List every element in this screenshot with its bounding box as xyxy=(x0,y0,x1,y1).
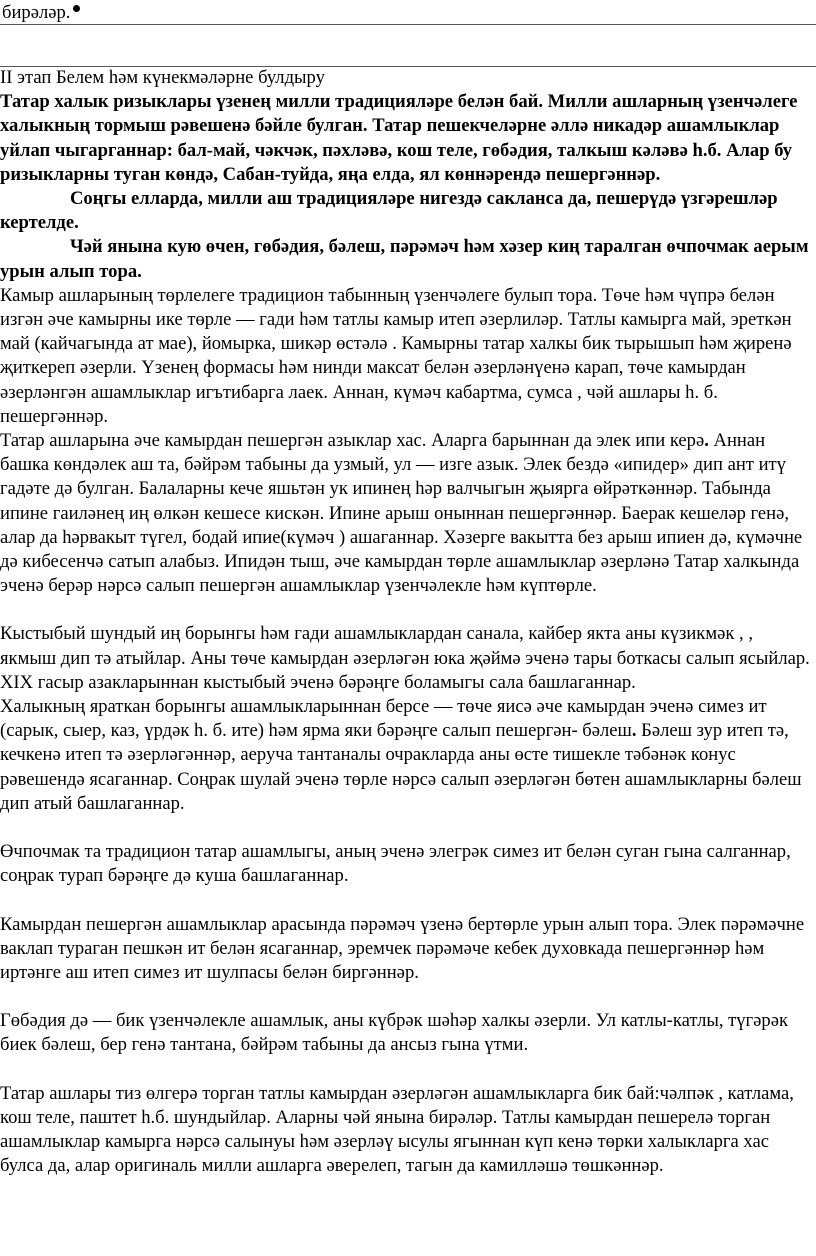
paragraph-tea: Чәй янына кую өчен, гөбәдия, бәлеш, пәрәмәч һәм хәзер киң таралган өчпочмак аерым урын алып тора. xyxy=(0,236,809,282)
paragraph-bread xyxy=(0,429,812,598)
paragraph-echpochmak: Өчпочмак та традицион татар ашамлыгы, аның эченә элегрәк симез ит белән суган гына салганнар, соңрак турап бәрәңге дә куша башлаганнар. xyxy=(0,841,791,887)
paragraph-bread-main: Татар ашларына әче камырдан пешергән азыклар хас. Аларга барыннан да элек ипи керә xyxy=(0,430,705,452)
paragraph-sweet-dough: Татар ашлары тиз өлгерә торган татлы камырдан әзерләгән ашамлыкларга бик бай:чәлпәк , катлама, кош теле, паштет һ.б. шундыйлар. Аларны чәй янына бирәләр. Татлы камырдан пешерелә торган ашамлыклар камырга нәрсә салынуы һәм әзерләү ысулы ягыннан күп кенә төрки халыкларга хас булса да, алар оригиналь милли ашларга әверелеп, тагын да камилләшә төшкәннәр. xyxy=(0,1082,794,1177)
paragraph-changes: Соңгы елларда, милли аш традицияләре нигездә сакланса да, пешерүдә үзгәрешләр кертелде. xyxy=(0,188,778,234)
paragraph-gap xyxy=(0,889,812,913)
bullet-icon xyxy=(73,5,80,12)
paragraph-gap xyxy=(0,1058,812,1082)
paragraph-belesh xyxy=(0,695,812,816)
paragraph-dough: Камыр ашларының төрлелеге традицион табынның үзенчәлеге булып тора. Төче һәм чүпрә белән изгән әче камырны ике төрле — гади һәм татлы камыр итеп әзерлиләр. Татлы камырга май, эреткән май (кайчагында ат мае), йомырка, шикәр өстәлә . Камырны татар халкы бик тырышып һәм җиренә җиткереп әзерли. Үзенең формасы һәм нинди максат белән әзерләнүенә карап, төче камырдан әзерләнгән ашамлыклар игътибарга лаек. Аннан, күмәч кабартма, сумса , чәй ашлары һ. б. пешергәннәр. xyxy=(0,284,792,427)
paragraph-bread-dot: . xyxy=(704,430,709,452)
paragraph-belesh-main: Халыкның яраткан борынгы ашамлыкларыннан берсе — төче яисә әче камырдан эченә симез ит (сарык, сыер, каз, үрдәк һ. б. ите) һәм ярма яки бәрәңге салып пешергән- бәлеш xyxy=(0,696,767,742)
page-header xyxy=(0,0,816,24)
paragraph-gap xyxy=(0,598,812,622)
header-text xyxy=(2,1,80,25)
paragraph-peremech: Камырдан пешергән ашамлыклар арасында пәрәмәч үзенә бертөрле урын алып тора. Элек пәрәмәчне ваклап тураган пешкән ит белән ясаганнар, эремчек пәрәмәче кебек духовкада пешергәннәр һәм иртәнге аш итеп симез ит шулпасы белән биргәннәр. xyxy=(0,913,805,983)
paragraph-belesh-dot: . xyxy=(631,720,637,742)
header-fragment: бирәләр. xyxy=(2,2,71,23)
paragraph-gap xyxy=(0,816,812,840)
paragraph-kystybyi: Кыстыбый шундый иң борынгы һәм гади ашамлыклардан санала, кайбер якта аны күзикмәк , , якмыш дип тә атыйлар. Аны төче камырдан әзерләгән юка җәймә эченә тары боткасы салып ясыйлар. XIX гасыр азакларыннан кыстыбый эченә бәрәңге боламыгы сала башлаганнар. xyxy=(0,623,810,693)
paragraph-bread-rest: Аннан башка көндәлек аш та, бәйрәм табыны да узмый, ул — изге азык. Элек бездә «ипидер» дип ант итү гадәте дә булган. Балаларны кече яшьтән ук ипинең һәр валчыгын җыярга өйрәткәннәр. Табында ипине гаиләнең иң өлкән кешесе кискән. Ипине арыш оныннан пешергәннәр. Баерак кешеләр генә, алар да һәрвакыт түгел, бодай ипие(күмәч ) ашаганнар. Хәзерге вакытта без арыш ипиен дә, күмәчне дә кибесенчә сатып алабыз. Ипидән тыш, әче камырдан төрле ашамлыклар әзерләнә Татар халкында эченә берәр нәрсә салып пешергән ашамлыклар үзенчәлекле һәм күптөрле. xyxy=(0,430,803,597)
paragraph-intro: Татар халык ризыклары үзенең милли традицияләре белән бай. Милли ашларның үзенчәлеге халыкның тормыш рәвешенә бәйле булган. Татар пешекчеләрне әллә никадәр ашамлыклар уйлап чыгарганнар: бал-май, чәкчәк, пәхләвә, кош теле, гөбәдия, талкыш кәләвә һ.б. Алар бу ризыкларны туган көндә, Сабан-туйда, яңа елда, ял көннәрендә пешергәннәр. xyxy=(0,91,798,185)
paragraph-gap xyxy=(0,985,812,1009)
document-body xyxy=(0,66,812,1178)
header-rule xyxy=(0,24,816,25)
paragraph-belesh-rest: Бәлеш зур итеп тә, кечкенә итеп тә әзерләгәннәр, аеруча тантаналы очракларда аны өсте тишекле тәбәнәк конус рәвешендә ясаганнар. Соңрак шулай эченә төрле нәрсә салып әзерләгән бөтен ашамлыкларны бәлеш дип атый башлаганнар. xyxy=(0,720,802,814)
stage-heading: II этап Белем һәм күнекмәләрне булдыру xyxy=(0,67,325,88)
paragraph-gubadia: Гөбәдия дә — бик үзенчәлекле ашамлык, аны күбрәк шәһәр халкы әзерли. Ул катлы-катлы, түгәрәк биек бәлеш, бер генә тантана, бәйрәм табыны да ансыз гына үтми. xyxy=(0,1010,789,1056)
